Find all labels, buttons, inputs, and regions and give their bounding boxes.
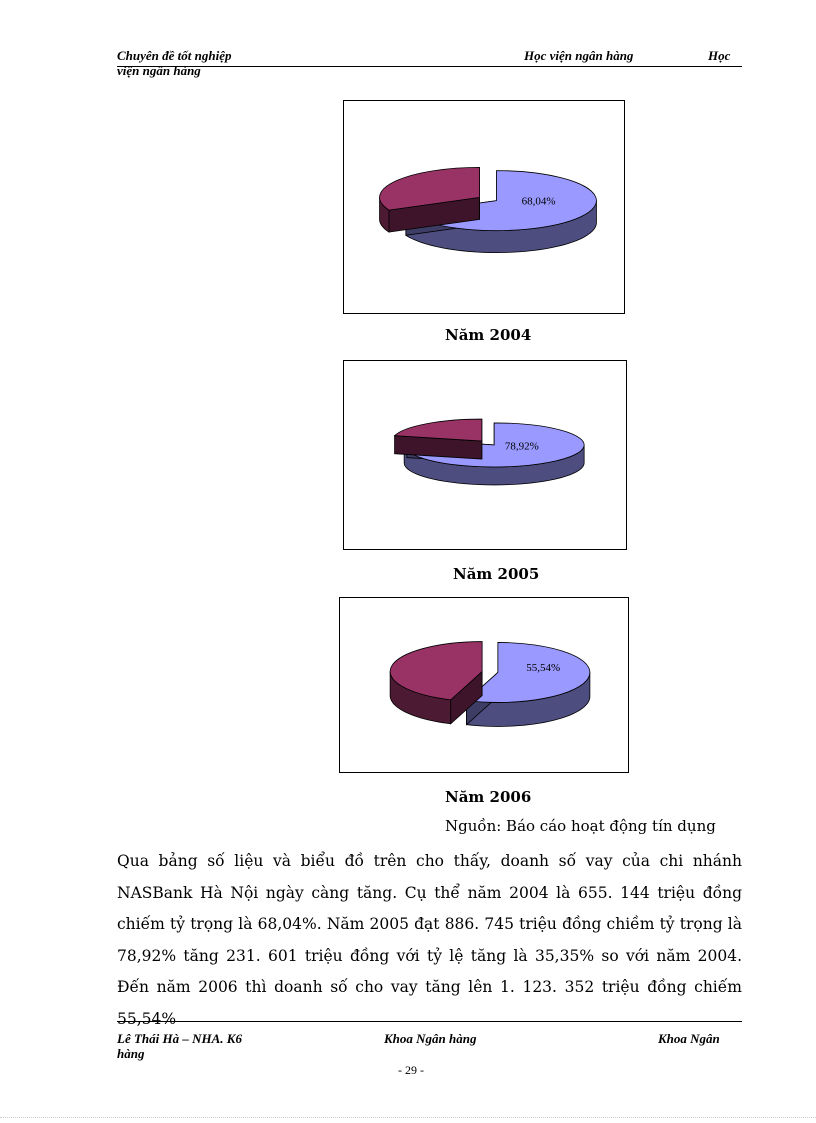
pie-data-label: 55,54% [526, 662, 561, 674]
header-left [117, 48, 232, 78]
footer-left-wrap: hàng [117, 1046, 145, 1061]
chart-caption-2006: Năm 2006 [445, 788, 532, 806]
pie-chart-2005 [343, 360, 627, 550]
footer-left-text: Lê Thái Hà – NHA. K6 [117, 1031, 242, 1046]
pie-chart-2004 [343, 100, 625, 314]
header-left-text: Chuyên đề tốt nghiệp [117, 48, 232, 63]
footer-middle: Khoa Ngân hàng [384, 1031, 477, 1046]
header-left-wrap: viện ngân hàng [117, 63, 201, 78]
pie-chart-2005-svg [344, 361, 626, 549]
pie-chart-2006-svg [340, 598, 628, 772]
body-paragraph: Qua bảng số liệu và biểu đồ trên cho thấy, doanh số vay của chi nhánh NASBank Hà Nội ngày càng tăng. Cụ thể năm 2004 là 655. 144 triệu đồng chiếm tỷ trọng là 68,04%. Năm 2005 đạt 886. 745 triệu đồng chiềm tỷ trọng là 78,92% tăng 231. 601 triệu đồng với tỷ lệ tăng là 35,35% so với năm 2004. Đến năm 2006 thì doanh số cho vay tăng lên 1. 123. 352 triệu đồng chiếm 55,54% [117, 852, 742, 1028]
footer-right: Khoa Ngân [658, 1031, 720, 1046]
source-note: Nguồn: Báo cáo hoạt động tín dụng [445, 817, 716, 835]
footer-rule [117, 1021, 742, 1022]
page-bottom-dotted-rule [0, 1117, 816, 1118]
header-middle: Học viện ngân hàng [524, 48, 634, 63]
pie-chart-2006 [339, 597, 629, 773]
header-right: Học [708, 48, 731, 63]
pie-slice-1 [466, 642, 589, 726]
footer-left [117, 1031, 242, 1061]
chart-caption-2004: Năm 2004 [445, 326, 532, 344]
pie-slice-2 [395, 419, 482, 459]
header-rule [117, 66, 742, 67]
chart-caption-2005: Năm 2005 [453, 565, 540, 583]
pie-data-label: 78,92% [504, 440, 539, 453]
page-number: - 29 - [398, 1063, 424, 1077]
pie-chart-2004-svg [344, 101, 624, 313]
pie-data-label: 68,04% [521, 195, 556, 208]
